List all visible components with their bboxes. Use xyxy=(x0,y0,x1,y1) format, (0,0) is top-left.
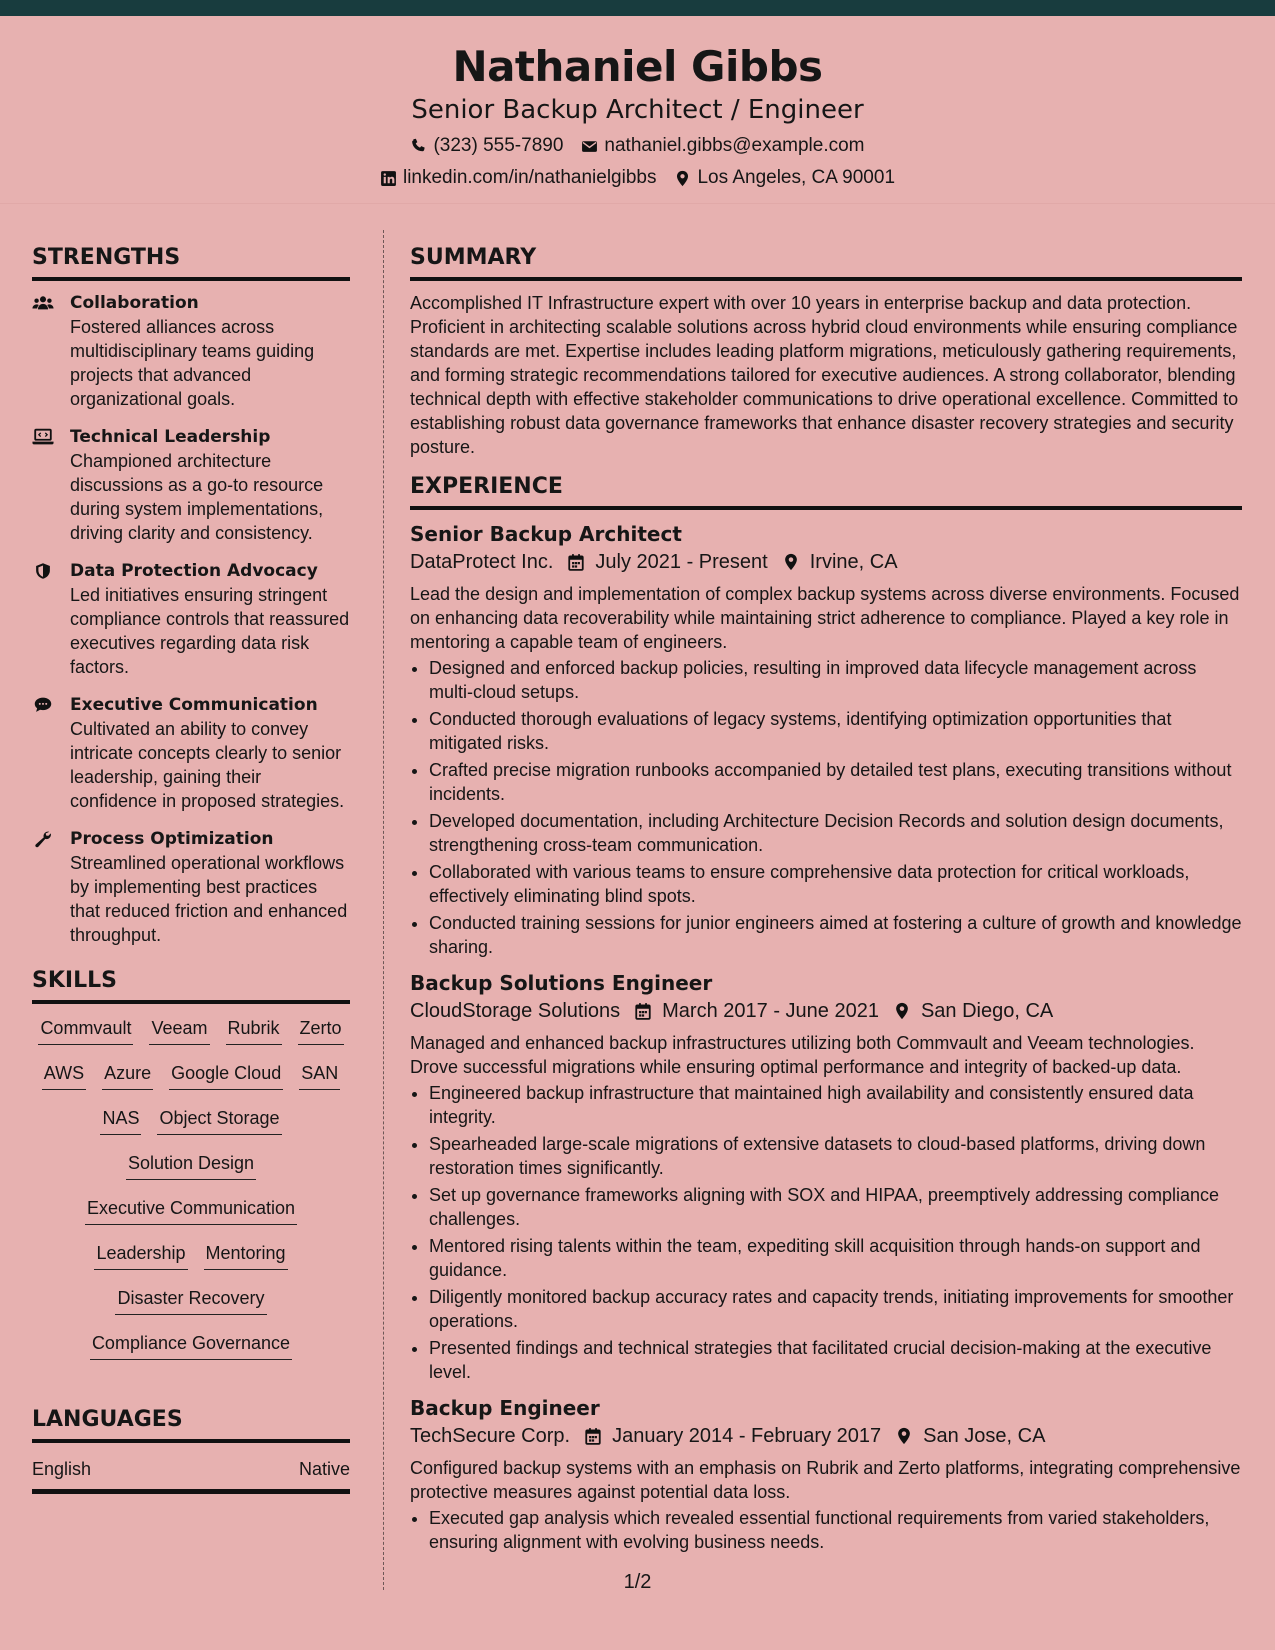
page-number: 1/2 xyxy=(623,1571,652,1593)
strength-item xyxy=(32,559,350,679)
job-bullet: • Collaborated with various teams to ensure comprehensive data protection for critical workloads, effectively eliminating blind spots. xyxy=(429,860,1242,908)
job-company: DataProtect Inc. xyxy=(410,551,554,573)
job-entry xyxy=(410,1394,1242,1554)
job-entry xyxy=(410,520,1242,959)
language-name: English xyxy=(32,1459,92,1479)
skill-tag: Azure xyxy=(102,1061,153,1090)
phone-icon xyxy=(410,138,427,155)
language-level: Native xyxy=(298,1459,350,1479)
strength-title: Process Optimization xyxy=(70,829,274,849)
job-bullets xyxy=(410,656,1242,959)
strength-title: Data Protection Advocacy xyxy=(70,561,318,581)
shield-icon xyxy=(32,562,54,580)
job-meta xyxy=(410,548,1242,576)
strength-desc: Championed architecture discussions as a go-to resource during system implementations, driving clarity and consistency. xyxy=(70,451,324,543)
skill-tag: Mentoring xyxy=(204,1241,288,1270)
job-location: Irvine, CA xyxy=(809,551,898,573)
skill-tag: Leadership xyxy=(94,1241,187,1270)
job-bullet: • Executed gap analysis which revealed essential functional requirements from varied stakeholders, ensuring alignment with evolving business needs. xyxy=(429,1506,1242,1554)
job-bullet: • Diligently monitored backup accuracy rates and capacity trends, initiating improvements for smoother operations. xyxy=(429,1285,1242,1333)
strength-title: Technical Leadership xyxy=(70,427,271,447)
job-title: Senior Backup Architect xyxy=(410,522,682,546)
skill-tag: Google Cloud xyxy=(169,1061,283,1090)
job-bullets xyxy=(410,1081,1242,1384)
skill-tag: SAN xyxy=(299,1061,340,1090)
skills-row xyxy=(32,1286,350,1331)
contact-phone[interactable] xyxy=(410,134,563,158)
job-dates: January 2014 - February 2017 xyxy=(612,1425,882,1447)
candidate-title: Senior Backup Architect / Engineer xyxy=(411,95,864,125)
skills-list xyxy=(32,1016,350,1376)
job-description: Managed and enhanced backup infrastructures utilizing both Commvault and Veeam technologies. Drove successful migrations while ensuring optimal performance and integrity of backed-up data. xyxy=(410,1033,1195,1077)
skills-row xyxy=(32,1151,350,1196)
job-bullet: • Conducted training sessions for junior engineers aimed at fostering a culture of growth and knowledge sharing. xyxy=(429,911,1242,959)
right-column xyxy=(410,244,1242,1557)
left-column xyxy=(32,244,350,1494)
strength-item xyxy=(32,291,350,411)
job-bullet: • Designed and enforced backup policies, resulting in improved data lifecycle management across multi-cloud setups. xyxy=(429,656,1242,704)
skills-row xyxy=(32,1331,350,1376)
skill-tag: Zerto xyxy=(298,1016,344,1045)
job-entry xyxy=(410,969,1242,1384)
calendar-icon xyxy=(634,1002,652,1020)
strength-item xyxy=(32,425,350,545)
job-company: CloudStorage Solutions xyxy=(410,1000,621,1022)
comment-icon xyxy=(32,696,54,714)
skill-tag: NAS xyxy=(100,1106,141,1135)
job-bullet: • Crafted precise migration runbooks accompanied by detailed test plans, executing transitions without incidents. xyxy=(429,758,1242,806)
job-dates: March 2017 - June 2021 xyxy=(662,1000,879,1022)
users-icon xyxy=(32,294,54,312)
candidate-name: Nathaniel Gibbs xyxy=(452,42,823,91)
strength-desc: Fostered alliances across multidisciplinary teams guiding projects that advanced organizational goals. xyxy=(70,317,315,409)
summary-text: Accomplished IT Infrastructure expert with over 10 years in enterprise backup and data protection. Proficient in architecting scalable solutions across hybrid cloud environments while ensuring compliance standards are met. Expertise includes leading platform migrations, meticulously gathering requirements, and forming strategic recommendations tailored for executive audiences. A strong collaborator, blending technical depth with effective stakeholder communications to drive operational excellence. Committed to establishing robust data governance frameworks that enhance disaster recovery strategies and security posture. xyxy=(410,293,1239,457)
skill-tag: AWS xyxy=(42,1061,86,1090)
skills-row xyxy=(32,1241,350,1286)
map-pin-icon xyxy=(674,170,691,187)
email-text: nathaniel.gibbs@example.com xyxy=(604,135,865,156)
map-pin-icon xyxy=(782,553,800,571)
job-meta xyxy=(410,997,1242,1025)
calendar-icon xyxy=(567,553,585,571)
contact-row-primary xyxy=(0,134,1275,158)
summary-heading: SUMMARY xyxy=(410,244,1242,281)
strength-item xyxy=(32,827,350,947)
contact-location xyxy=(674,166,895,190)
skill-tag: Compliance Governance xyxy=(90,1331,292,1360)
envelope-icon xyxy=(581,138,598,155)
header-separator xyxy=(0,203,1275,204)
language-item xyxy=(32,1453,350,1494)
job-description: Configured backup systems with an emphasis on Rubrik and Zerto platforms, integrating comprehensive protective measures against potential data loss. xyxy=(410,1458,1241,1502)
skill-tag: Executive Communication xyxy=(85,1196,297,1225)
top-accent-bar xyxy=(0,0,1275,16)
job-description: Lead the design and implementation of complex backup systems across diverse environments. Focused on enhancing data recoverability while maintaining strict adherence to compliance. Played a key role in mentoring a capable team of engineers. xyxy=(410,584,1240,652)
strength-title: Collaboration xyxy=(70,293,199,313)
linkedin-icon xyxy=(380,170,397,187)
phone-text: (323) 555-7890 xyxy=(433,135,564,156)
skill-tag: Disaster Recovery xyxy=(115,1286,266,1315)
calendar-icon xyxy=(584,1427,602,1445)
strength-item xyxy=(32,693,350,813)
skill-tag: Object Storage xyxy=(157,1106,281,1135)
wrench-icon xyxy=(32,830,54,848)
job-bullet: • Mentored rising talents within the team, expediting skill acquisition through hands-on support and guidance. xyxy=(429,1234,1242,1282)
skill-tag: Veeam xyxy=(149,1016,209,1045)
map-pin-icon xyxy=(895,1427,913,1445)
skills-heading: SKILLS xyxy=(32,967,350,1004)
job-bullet: • Presented findings and technical strategies that facilitated crucial decision-making at the executive level. xyxy=(429,1336,1242,1384)
job-title: Backup Engineer xyxy=(410,1396,600,1420)
job-bullet: • Developed documentation, including Architecture Decision Records and solution design documents, strengthening cross-team communication. xyxy=(429,809,1242,857)
strength-title: Executive Communication xyxy=(70,695,318,715)
strength-desc: Streamlined operational workflows by implementing best practices that reduced friction and enhanced throughput. xyxy=(70,853,348,945)
map-pin-icon xyxy=(893,1002,911,1020)
linkedin-text: linkedin.com/in/nathanielgibbs xyxy=(402,167,657,188)
contact-email[interactable] xyxy=(581,134,864,158)
skills-row xyxy=(32,1196,350,1241)
strength-desc: Cultivated an ability to convey intricate concepts clearly to senior leadership, gaining their confidence in proposed strategies. xyxy=(70,719,345,811)
job-company: TechSecure Corp. xyxy=(410,1425,571,1447)
skills-row xyxy=(32,1061,350,1106)
job-location: San Jose, CA xyxy=(923,1425,1046,1447)
job-title: Backup Solutions Engineer xyxy=(410,971,713,995)
job-bullet: • Set up governance frameworks aligning with SOX and HIPAA, preemptively addressing compliance challenges. xyxy=(429,1183,1242,1231)
resume-header xyxy=(0,16,1275,204)
laptop-code-icon xyxy=(32,428,54,446)
skills-row xyxy=(32,1106,350,1151)
contact-row-secondary xyxy=(0,166,1275,190)
experience-heading: EXPERIENCE xyxy=(410,473,1242,510)
skill-tag: Rubrik xyxy=(226,1016,282,1045)
skill-tag: Commvault xyxy=(38,1016,133,1045)
skills-row xyxy=(32,1016,350,1061)
job-location: San Diego, CA xyxy=(920,1000,1054,1022)
job-meta xyxy=(410,1422,1242,1450)
skill-tag: Solution Design xyxy=(126,1151,256,1180)
languages-heading: LANGUAGES xyxy=(32,1406,350,1443)
column-divider xyxy=(383,230,384,1590)
strength-desc: Led initiatives ensuring stringent compliance controls that reassured executives regarding data risk factors. xyxy=(70,585,350,677)
job-bullet: • Conducted thorough evaluations of legacy systems, identifying optimization opportunities that mitigated risks. xyxy=(429,707,1242,755)
job-dates: July 2021 - Present xyxy=(595,551,768,573)
job-bullets xyxy=(410,1506,1242,1554)
job-bullet: • Engineered backup infrastructure that maintained high availability and consistently ensured data integrity. xyxy=(429,1081,1242,1129)
contact-linkedin[interactable] xyxy=(380,166,657,190)
job-bullet: • Spearheaded large-scale migrations of extensive datasets to cloud-based platforms, driving down restoration times significantly. xyxy=(429,1132,1242,1180)
strengths-heading: STRENGTHS xyxy=(32,244,350,281)
location-text: Los Angeles, CA 90001 xyxy=(697,167,896,188)
